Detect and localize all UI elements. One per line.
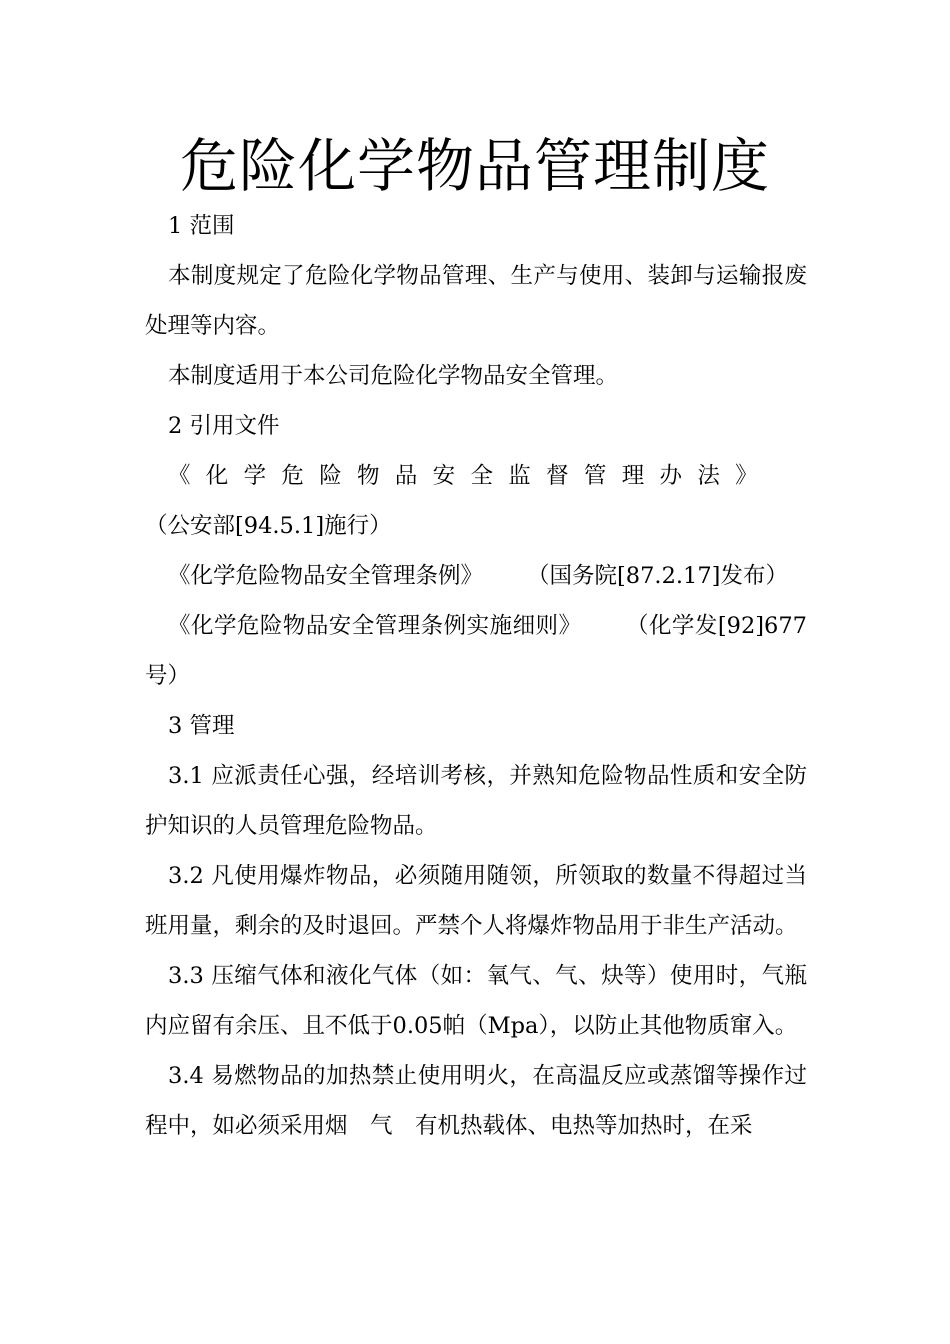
paragraph-scope-applicability: 本制度适用于本公司危险化学物品安全管理。 bbox=[168, 363, 619, 389]
section-heading-scope: 1 范围 bbox=[168, 213, 235, 239]
reference-item bbox=[145, 451, 807, 551]
reference-source: （化学发[92]677号） bbox=[145, 613, 807, 689]
reference-name: 《化学危险物品安全监督管理办法》 bbox=[168, 463, 773, 489]
reference-name: 《化学危险物品安全管理条例》 bbox=[168, 563, 484, 589]
reference-item bbox=[145, 601, 807, 701]
reference-source: （公安部[94.5.1]施行） bbox=[145, 513, 392, 539]
paragraph-scope-content: 本制度规定了危险化学物品管理、生产与使用、装卸与运输报废处理等内容。 bbox=[145, 263, 807, 339]
section-heading-management: 3 管理 bbox=[168, 713, 235, 739]
reference-source: （国务院[87.2.17]发布） bbox=[527, 563, 788, 589]
clause-3-3: 3.3 压缩气体和液化气体（如：氧气、气、炔等）使用时，气瓶内应留有余压、且不低于0.05帕（Mpa），以防止其他物质窜入。 bbox=[145, 963, 807, 1039]
clause-3-1: 3.1 应派责任心强，经培训考核，并熟知危险物品性质和安全防护知识的人员管理危险物品。 bbox=[145, 763, 807, 839]
reference-item bbox=[145, 551, 807, 601]
section-heading-references: 2 引用文件 bbox=[168, 413, 280, 439]
clause-3-2: 3.2 凡使用爆炸物品，必须随用随领，所领取的数量不得超过当班用量，剩余的及时退回。严禁个人将爆炸物品用于非生产活动。 bbox=[145, 863, 807, 939]
document-body bbox=[145, 201, 807, 1151]
clause-3-4: 3.4 易燃物品的加热禁止使用明火，在高温反应或蒸馏等操作过程中，如必须采用烟 气 有机热载体、电热等加热时，在采 bbox=[145, 1063, 807, 1139]
reference-name: 《化学危险物品安全管理条例实施细则》 bbox=[168, 613, 582, 639]
document-title: 危险化学物品管理制度 bbox=[179, 132, 770, 200]
